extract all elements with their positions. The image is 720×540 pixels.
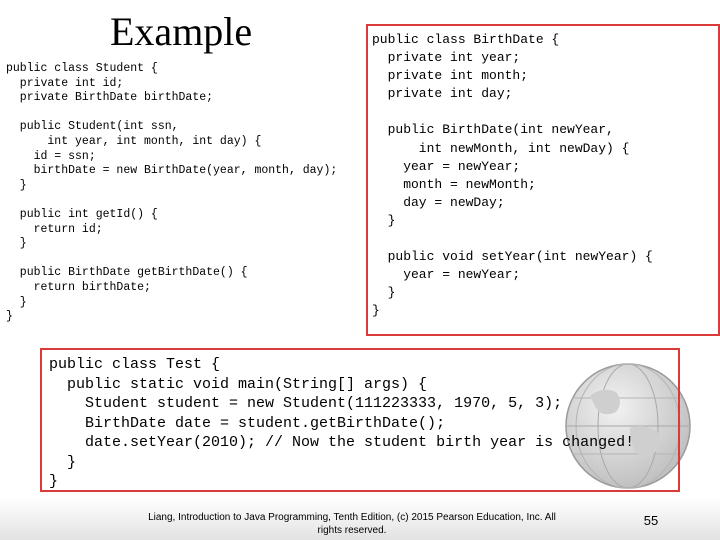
slide-title: Example [110,9,253,54]
birthdate-class-code: public class BirthDate { private int year; private int month; private int day; public BirthDate(int newYear, int newMonth, int newDay) { year = newYear; month = newMonth; day = newDay; } public void setYear(int newYear) { year = newYear; } } [372,32,653,319]
student-class-code: public class Student { private int id; private BirthDate birthDate; public Student(int ssn, int year, int month, int day) { id = ssn; birthDate = new BirthDate(year, month, day); } public int getId() { return id; } public BirthDate getBirthDate() { return birthDate; } } [6,62,338,324]
footer-copyright: Liang, Introduction to Java Programming, Tenth Edition, (c) 2015 Pearson Education, Inc. All rights reserved. [148,512,556,536]
page-number: 55 [643,513,659,528]
test-class-code: public class Test { public static void main(String[] args) { Student student = new Student(111223333, 1970, 5, 3); BirthDate date = student.getBirthDate(); date.setYear(2010); // Now the student birth year is changed! } } [49,356,635,490]
